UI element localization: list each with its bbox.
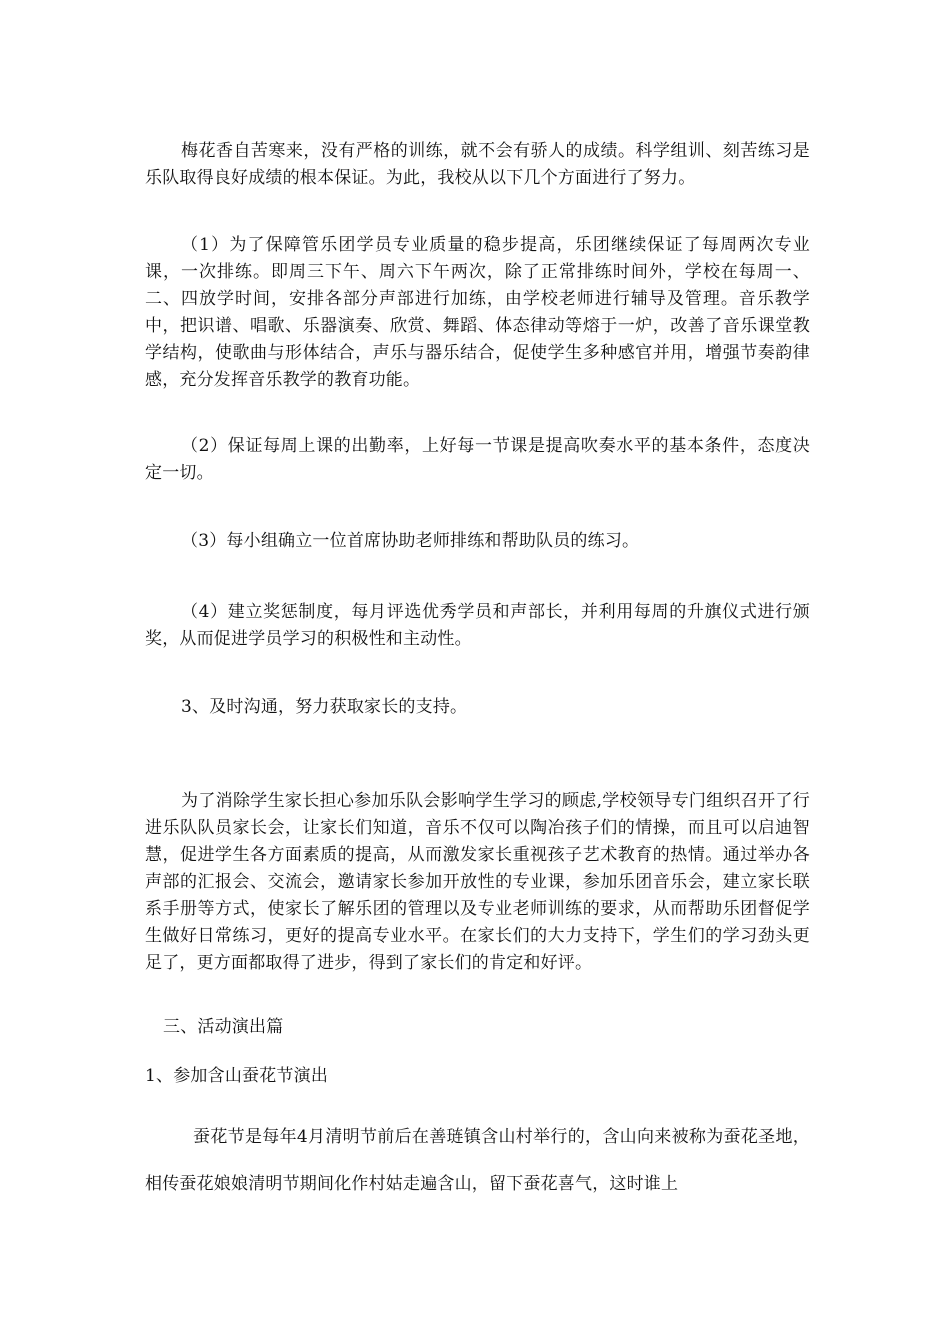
paragraph-item-1: （1）为了保障管乐团学员专业质量的稳步提高，乐团继续保证了每周两次专业课，一次排练。即周三下午、周六下午两次，除了正常排练时间外，学校在每周一、二、四放学时间，安排各部分声部进行加练，由学校老师进行辅导及管理。音乐教学中，把识谱、唱歌、乐器演奏、欣赏、舞蹈、体态律动等熔于一炉，改善了音乐课堂教学结构，使歌曲与形体结合，声乐与器乐结合，促使学生多种感官并用，增强节奏韵律感，充分发挥音乐教学的教育功能。 [145, 235, 810, 390]
paragraph-item-3: （3）每小组确立一位首席协助老师排练和帮助队员的练习。 [181, 531, 640, 551]
subheading-silkworm-festival: 1、参加含山蚕花节演出 [145, 1066, 329, 1086]
paragraph-silkworm-festival: 蚕花节是每年4月清明节前后在善琏镇含山村举行的，含山向来被称为蚕花圣地，相传蚕花娘娘清明节期间化作村姑走遍含山，留下蚕花喜气，这时谁上 [145, 1127, 810, 1194]
paragraph-parents: 为了消除学生家长担心参加乐队会影响学生学习的顾虑,学校领导专门组织召开了行进乐队队员家长会，让家长们知道，音乐不仅可以陶冶孩子们的情操，而且可以启迪智慧，促进学生各方面素质的提高，从而激发家长重视孩子艺术教育的热情。通过举办各声部的汇报会、交流会，邀请家长参加开放性的专业课，参加乐团音乐会，建立家长联系手册等方式，使家长了解乐团的管理以及专业老师训练的要求，从而帮助乐团督促学生做好日常练习，更好的提高专业水平。在家长们的大力支持下，学生们的学习劲头更足了，更方面都取得了进步，得到了家长们的肯定和好评。 [145, 791, 810, 973]
paragraph-item-4: （4）建立奖惩制度，每月评选优秀学员和声部长，并利用每周的升旗仪式进行颁奖，从而促进学员学习的积极性和主动性。 [145, 602, 810, 649]
paragraph-item-2: （2）保证每周上课的出勤率，上好每一节课是提高吹奏水平的基本条件，态度决定一切。 [145, 436, 810, 483]
section-heading-performances: 三、活动演出篇 [163, 1017, 284, 1037]
subheading-communication: 3、及时沟通，努力获取家长的支持。 [181, 697, 468, 717]
paragraph-intro: 梅花香自苦寒来，没有严格的训练，就不会有骄人的成绩。科学组训、刻苦练习是乐队取得良好成绩的根本保证。为此，我校从以下几个方面进行了努力。 [145, 141, 810, 188]
